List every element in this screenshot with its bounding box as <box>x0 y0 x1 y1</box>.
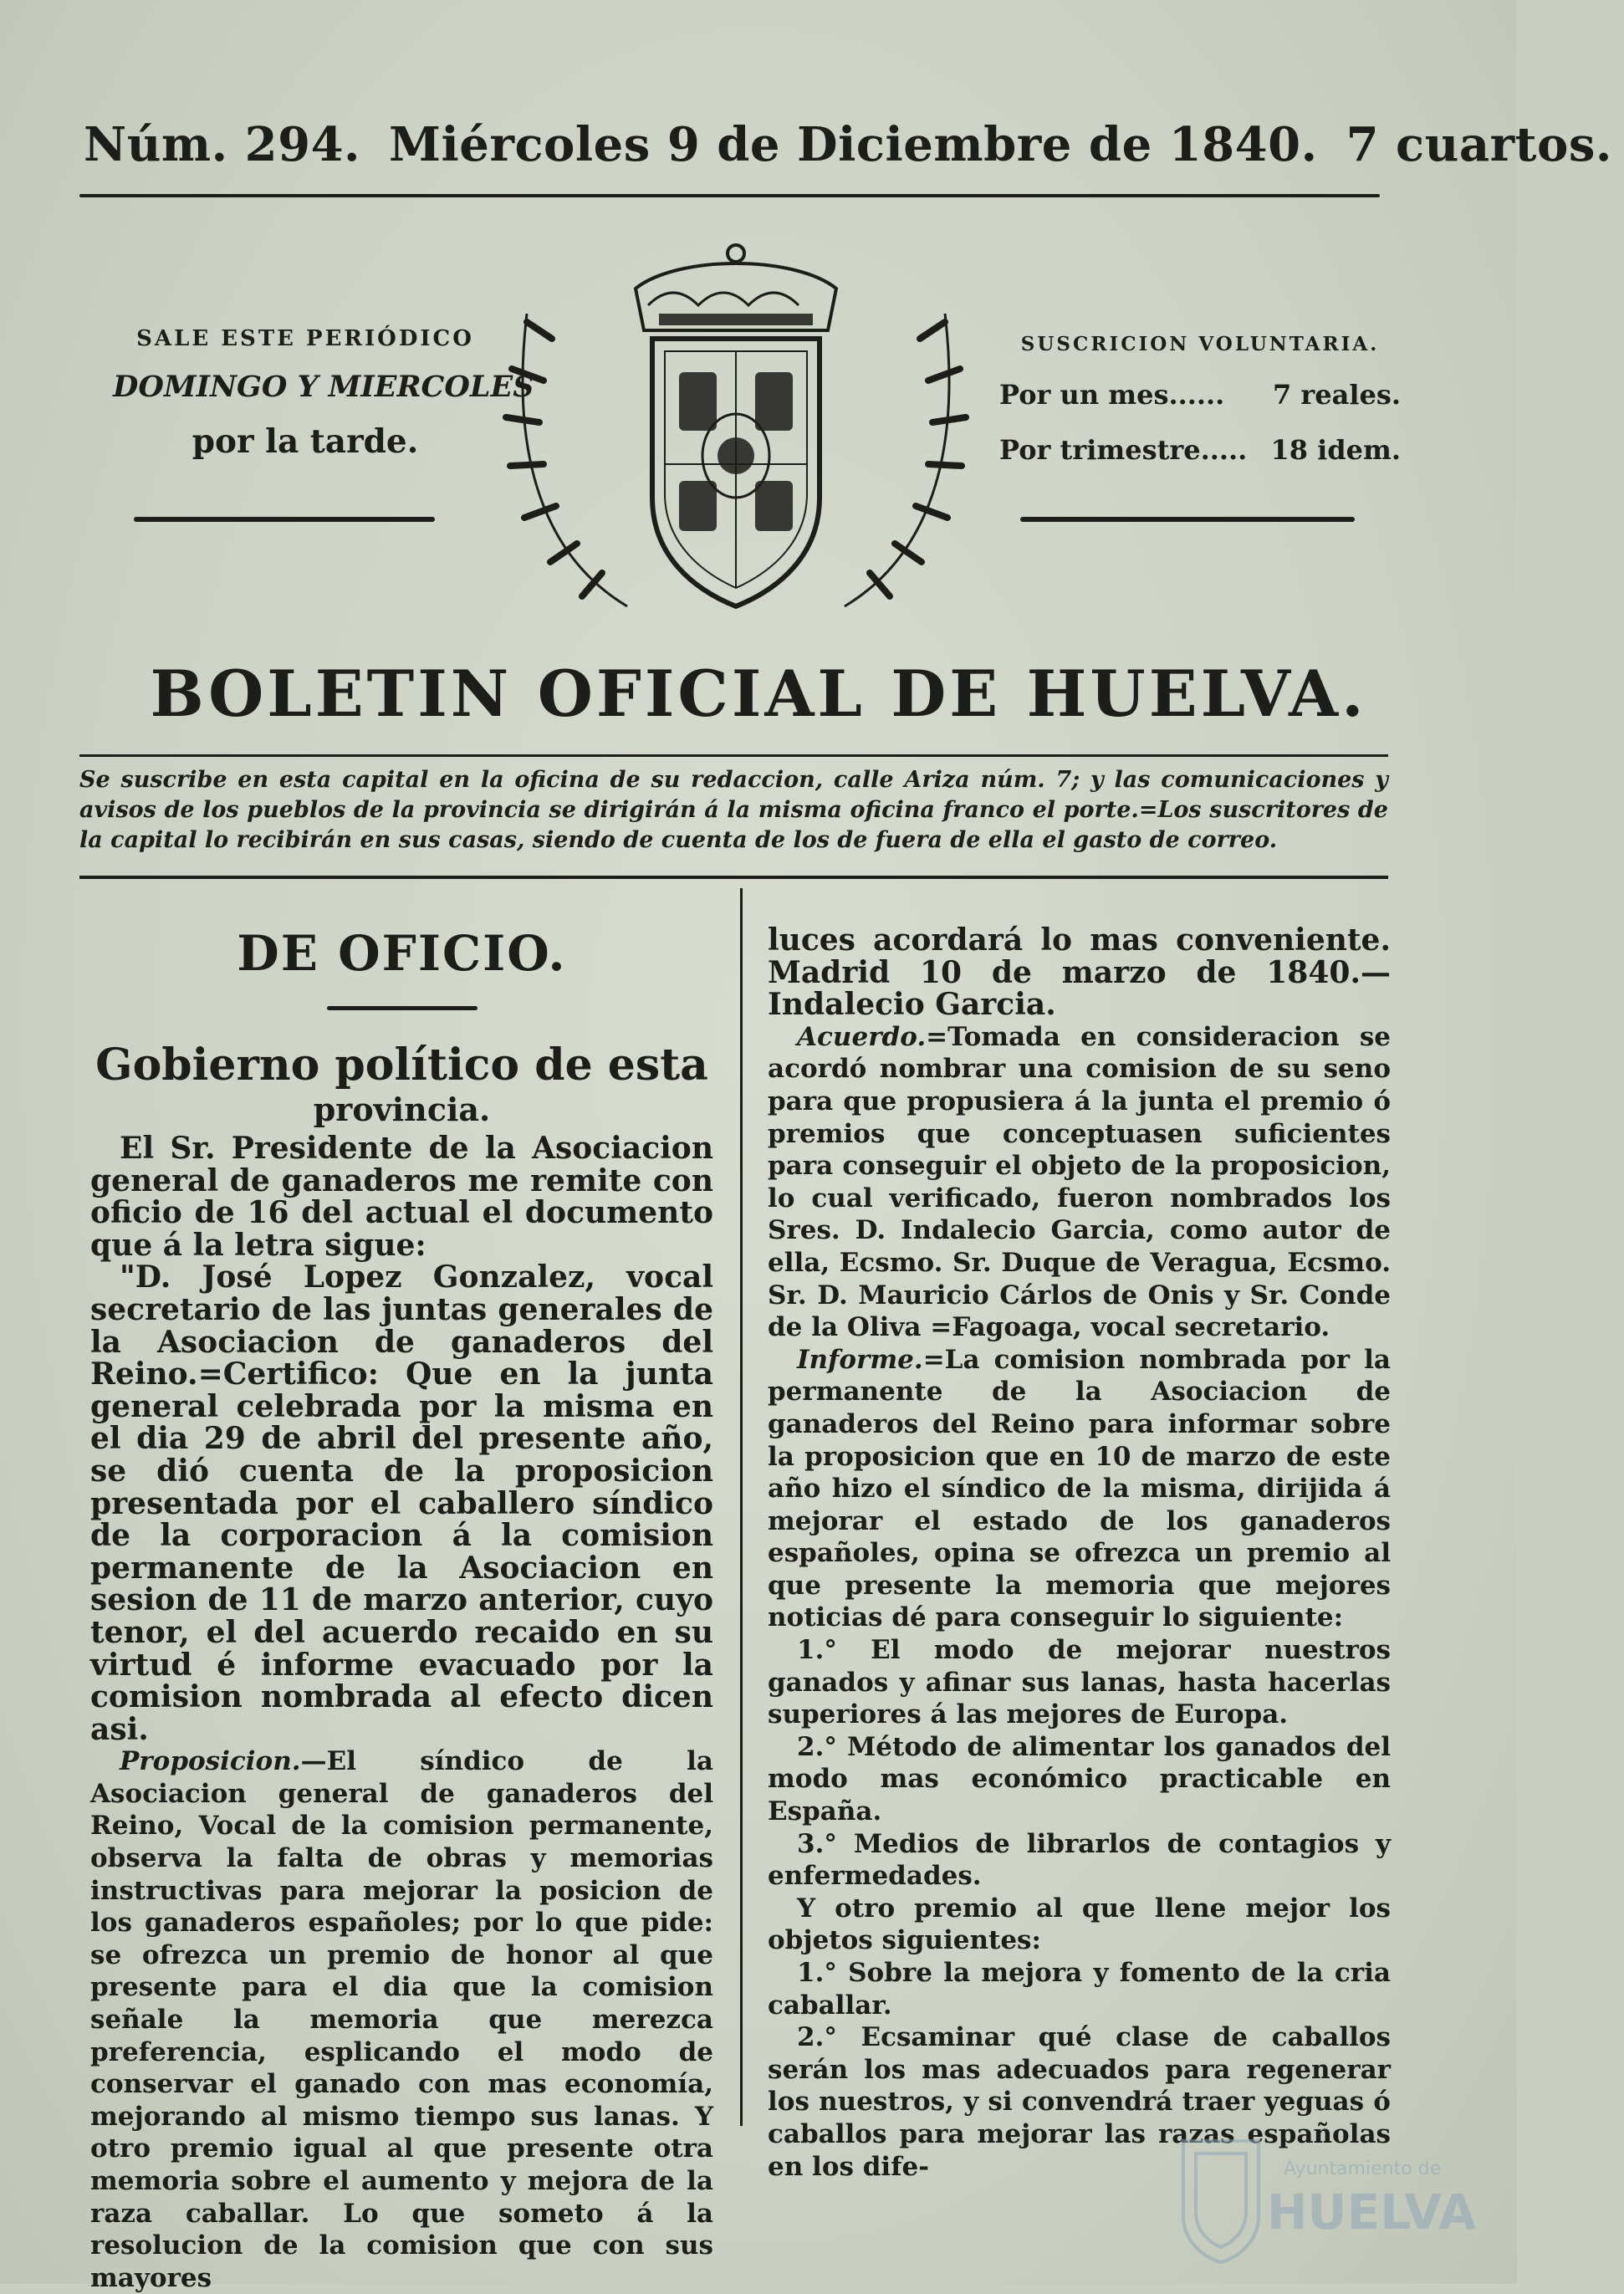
subscribe-bottom-rule <box>79 876 1388 879</box>
price-label: Por un mes...... <box>999 379 1225 411</box>
masthead-rule <box>79 194 1380 197</box>
paragraph <box>768 1021 1391 1344</box>
newspaper-title: BOLETIN OFICIAL DE HUELVA. <box>150 657 1367 731</box>
left-box-rule <box>134 517 435 522</box>
price-value: 7 reales. <box>1272 379 1401 411</box>
coat-of-arms-icon <box>493 238 978 631</box>
section-title: DE OFICIO. <box>237 925 567 982</box>
paragraph: Y otro premio al que llene mejor los objetos siguientes: <box>768 1893 1391 1956</box>
article-heading: Gobierno político de esta <box>95 1040 708 1091</box>
city-shield-icon <box>1183 2141 1259 2262</box>
price-value: 18 idem. <box>1270 434 1401 466</box>
price-label: Por trimestre..... <box>999 434 1248 466</box>
article-heading-2: provincia. <box>313 1091 491 1128</box>
list-item: 2.° Método de alimentar los ganados del modo mas económico practicable en España. <box>768 1731 1391 1827</box>
paragraph-label: Informe. <box>797 1344 923 1375</box>
column-divider <box>740 888 743 2126</box>
paragraph-text: —El síndico de la Asociacion general de ganaderos del Reino, Vocal de la comision permanente, observa la falta de obras y memorias instructivas para mejorar la posicion de los ganaderos españoles; por lo que pide: se ofrezca un premio de honor al que presente para el dia que la comision señale la memoria que merezca preferencia, esplicando el modo de conservar el ganado con mas economía, mejorando al mismo tiempo sus lanas. Y otro premio igual al que presente otra memoria sobre el aumento y mejora de la raza caballar. Lo que someto á la resolucion de la comision que con sus mayores <box>90 1746 713 2293</box>
subscribe-top-rule <box>79 754 1388 757</box>
list-item: 1.° Sobre la mejora y fomento de la cria caballar. <box>768 1958 1391 2021</box>
list-item: 1.° El modo de mejorar nuestros ganados y afinar sus lanas, hasta hacerlas superiores á las mejores de Europa. <box>768 1635 1391 1730</box>
price-row-month <box>999 379 1401 411</box>
issue-number: Núm. 294. <box>84 117 361 172</box>
right-column <box>768 924 1391 2183</box>
subscription-prices <box>999 333 1401 466</box>
paragraph-text: =Tomada en consideracion se acordó nombrar una comision de su seno para que propusiera á la junta el premio ó premios que conceptuasen suficientes para conseguir el objeto de la proposicion, lo cual verificado, fueron nombrados los Sres. D. Indalecio Garcia, como autor de ella, Ecsmo. Sr. Duque de Veragua, Ecsmo. Sr. D. Mauricio Cárlos de Onis y Sr. Conde de la Oliva =Fagoaga, vocal secretario. <box>768 1021 1391 1343</box>
paragraph-label: Acuerdo. <box>797 1021 927 1052</box>
masthead <box>84 117 1612 172</box>
section-rule <box>327 1006 477 1010</box>
left-column <box>90 924 713 2294</box>
archive-watermark <box>1167 2124 1477 2266</box>
paragraph: "D. José Lopez Gonzalez, vocal secretario de las juntas generales de la Asociacion de ganaderos del Reino.=Certifico: Que en la junta general celebrada por la misma en el dia 29 de abril del presente año, se dió cuenta de la proposicion presentada por el caballero síndico de la corporacion á la comision permanente de la Asociacion en sesion de 11 de marzo anterior, cuyo tenor, el del acuerdo recaido en su virtud é informe evacuado por la comision nombrada al efecto dicen asi. <box>90 1259 713 1747</box>
paragraph <box>90 1745 713 2294</box>
schedule-line-3: por la tarde. <box>192 422 419 461</box>
schedule-line-1: SALE ESTE PERIÓDICO <box>136 326 474 351</box>
list-item: 3.° Medios de librarlos de contagios y enfermedades. <box>768 1828 1391 1892</box>
price-row-quarter <box>999 434 1401 466</box>
subscription-note: Se suscribe en esta capital en la oficina de su redaccion, calle Ariza núm. 7; y las comunicaciones y avisos de los pueblos de la provincia se dirigirán á la misma oficina franco el porte.=Los suscritores de la capital lo recibirán en sus casas, siendo de cuenta de los de fuera de ella el gasto de correo. <box>79 767 1388 853</box>
issue-date: Miércoles 9 de Diciembre de 1840. <box>389 117 1318 172</box>
paragraph-label: Proposicion. <box>120 1746 301 1777</box>
list-item: 2.° Ecsaminar qué clase de caballos serán los mas adecuados para regenerar los nuestros, y si convendrá traer yeguas ó caballos para mejorar las razas españolas en los dife- <box>768 2022 1391 2182</box>
paragraph <box>768 1344 1391 1634</box>
issue-price: 7 cuartos. <box>1346 117 1612 172</box>
prices-title: SUSCRICION VOLUNTARIA. <box>1020 333 1380 355</box>
right-box-rule <box>1020 517 1355 522</box>
publication-schedule <box>113 326 534 461</box>
watermark-line-1: Ayuntamiento de <box>1284 2159 1442 2179</box>
watermark-line-2: HUELVA <box>1267 2184 1477 2240</box>
schedule-line-2: DOMINGO Y MIERCOLES <box>113 370 534 404</box>
paragraph-text: =La comision nombrada por la permanente de la Asociacion de ganaderos del Reino para informar sobre la proposicion que en 10 de marzo de este año hizo el síndico de la misma, dirijida á mejorar el estado de los ganaderos españoles, opina se ofrezca un premio al que presente la memoria que mejores noticias dé para conseguir lo siguiente: <box>768 1344 1391 1633</box>
paragraph: luces acordará lo mas conveniente. Madrid 10 de marzo de 1840.—Indalecio Garcia. <box>768 922 1391 1023</box>
paragraph: El Sr. Presidente de la Asociacion general de ganaderos me remite con oficio de 16 del actual el documento que á la letra sigue: <box>90 1131 713 1263</box>
